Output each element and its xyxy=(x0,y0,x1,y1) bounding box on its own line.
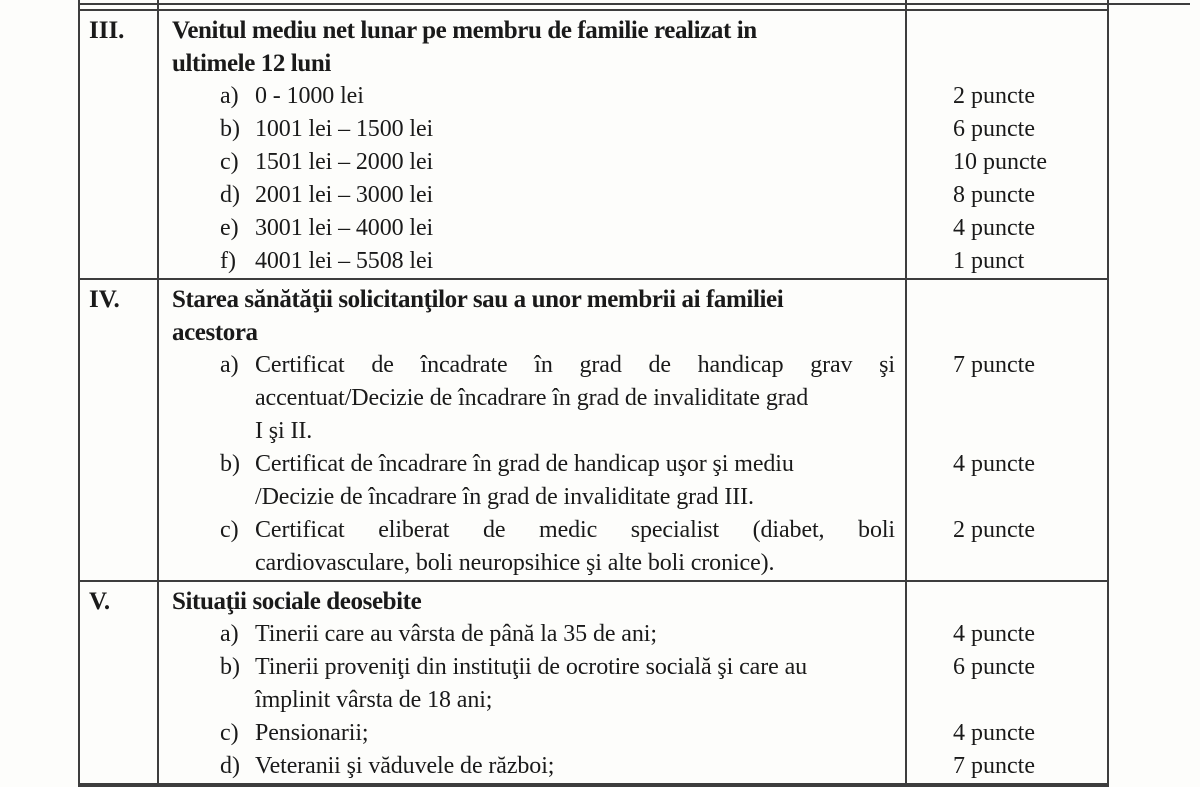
item-text-line: 1501 lei – 2000 lei xyxy=(255,149,434,175)
previous-row-border-line xyxy=(80,3,1190,5)
points-value: 1 punct xyxy=(953,248,1025,274)
item-label: a) xyxy=(220,352,239,378)
content-cell xyxy=(159,280,907,580)
item-text-line: 1001 lei – 1500 lei xyxy=(255,116,434,142)
criterion-item xyxy=(172,448,895,514)
points-value: 4 puncte xyxy=(953,215,1035,241)
content-cell xyxy=(159,11,907,278)
numeral-cell xyxy=(80,582,159,783)
item-label: d) xyxy=(220,753,240,779)
criterion-item xyxy=(172,651,895,717)
item-label: c) xyxy=(220,149,239,175)
points-cell xyxy=(907,11,1107,278)
points-spacer xyxy=(953,585,1103,618)
section-v-row xyxy=(80,582,1107,785)
item-text-line: accentuat/Decizie de încadrare în grad de invaliditate grad xyxy=(255,385,809,411)
points-value: 4 puncte xyxy=(953,621,1035,647)
item-label: e) xyxy=(220,215,239,241)
criterion-item xyxy=(172,514,895,580)
criteria-score-table xyxy=(78,9,1109,787)
section-title-line: Situaţii sociale deosebite xyxy=(172,588,422,615)
points-cell xyxy=(907,582,1107,783)
item-label: d) xyxy=(220,182,240,208)
criterion-item xyxy=(172,113,895,146)
criterion-item xyxy=(172,750,895,783)
criterion-item xyxy=(172,212,895,245)
item-label: b) xyxy=(220,451,240,477)
criterion-item xyxy=(172,717,895,750)
points-value: 10 puncte xyxy=(953,149,1047,175)
points-spacer xyxy=(953,14,1103,80)
points-value: 6 puncte xyxy=(953,654,1035,680)
content-cell xyxy=(159,582,907,783)
section-iv-row xyxy=(80,280,1107,582)
section-title-line: Starea sănătăţii solicitanţilor sau a unor membrii ai familiei xyxy=(172,286,784,313)
section-title-line: ultimele 12 luni xyxy=(172,50,331,77)
item-text-line: /Decizie de încadrare în grad de invaliditate grad III. xyxy=(255,484,754,510)
criterion-item xyxy=(172,349,895,448)
item-label: f) xyxy=(220,248,236,274)
item-label: c) xyxy=(220,720,239,746)
points-value: 6 puncte xyxy=(953,116,1035,142)
points-value: 4 puncte xyxy=(953,451,1035,477)
points-spacer xyxy=(953,283,1103,349)
numeral-cell xyxy=(80,11,159,278)
item-text-line: Veteranii şi văduvele de război; xyxy=(255,753,555,779)
item-label: b) xyxy=(220,116,240,142)
item-text-line: Tinerii care au vârsta de până la 35 de ani; xyxy=(255,621,657,647)
item-text-line: Pensionarii; xyxy=(255,720,369,746)
criterion-item xyxy=(172,179,895,212)
criterion-item xyxy=(172,146,895,179)
criterion-item xyxy=(172,80,895,113)
section-iii-row xyxy=(80,11,1107,280)
section-numeral: IV. xyxy=(89,286,120,313)
points-value: 7 puncte xyxy=(953,753,1035,779)
numeral-cell xyxy=(80,280,159,580)
item-label: a) xyxy=(220,83,239,109)
item-text-line: Certificat de încadrare în grad de handicap uşor şi mediu xyxy=(255,451,794,477)
points-value: 4 puncte xyxy=(953,720,1035,746)
item-text-line: I şi II. xyxy=(255,418,313,444)
item-text-line: împlinit vârsta de 18 ani; xyxy=(255,687,493,713)
item-text-line: 0 - 1000 lei xyxy=(255,83,364,109)
item-text-line: 2001 lei – 3000 lei xyxy=(255,182,434,208)
points-value: 2 puncte xyxy=(953,83,1035,109)
item-text-line: Certificat de încadrate în grad de handicap grav şi xyxy=(255,352,895,378)
section-title-line: acestora xyxy=(172,319,258,346)
item-text-line: Certificat eliberat de medic specialist (diabet, boli xyxy=(255,517,895,543)
section-title-line: Venitul mediu net lunar pe membru de familie realizat in xyxy=(172,17,757,44)
item-label: c) xyxy=(220,517,239,543)
item-label: a) xyxy=(220,621,239,647)
item-text-line: 3001 lei – 4000 lei xyxy=(255,215,434,241)
points-value: 8 puncte xyxy=(953,182,1035,208)
points-value: 2 puncte xyxy=(953,517,1035,543)
section-numeral: III. xyxy=(89,17,125,44)
item-text-line: cardiovasculare, boli neuropsihice şi alte boli cronice). xyxy=(255,550,775,576)
criterion-item xyxy=(172,618,895,651)
item-text-line: 4001 lei – 5508 lei xyxy=(255,248,434,274)
criterion-item xyxy=(172,245,895,278)
item-label: b) xyxy=(220,654,240,680)
points-value: 7 puncte xyxy=(953,352,1035,378)
points-cell xyxy=(907,280,1107,580)
section-numeral: V. xyxy=(89,588,111,615)
item-text-line: Tinerii proveniţi din instituţii de ocrotire socială şi care au xyxy=(255,654,808,680)
